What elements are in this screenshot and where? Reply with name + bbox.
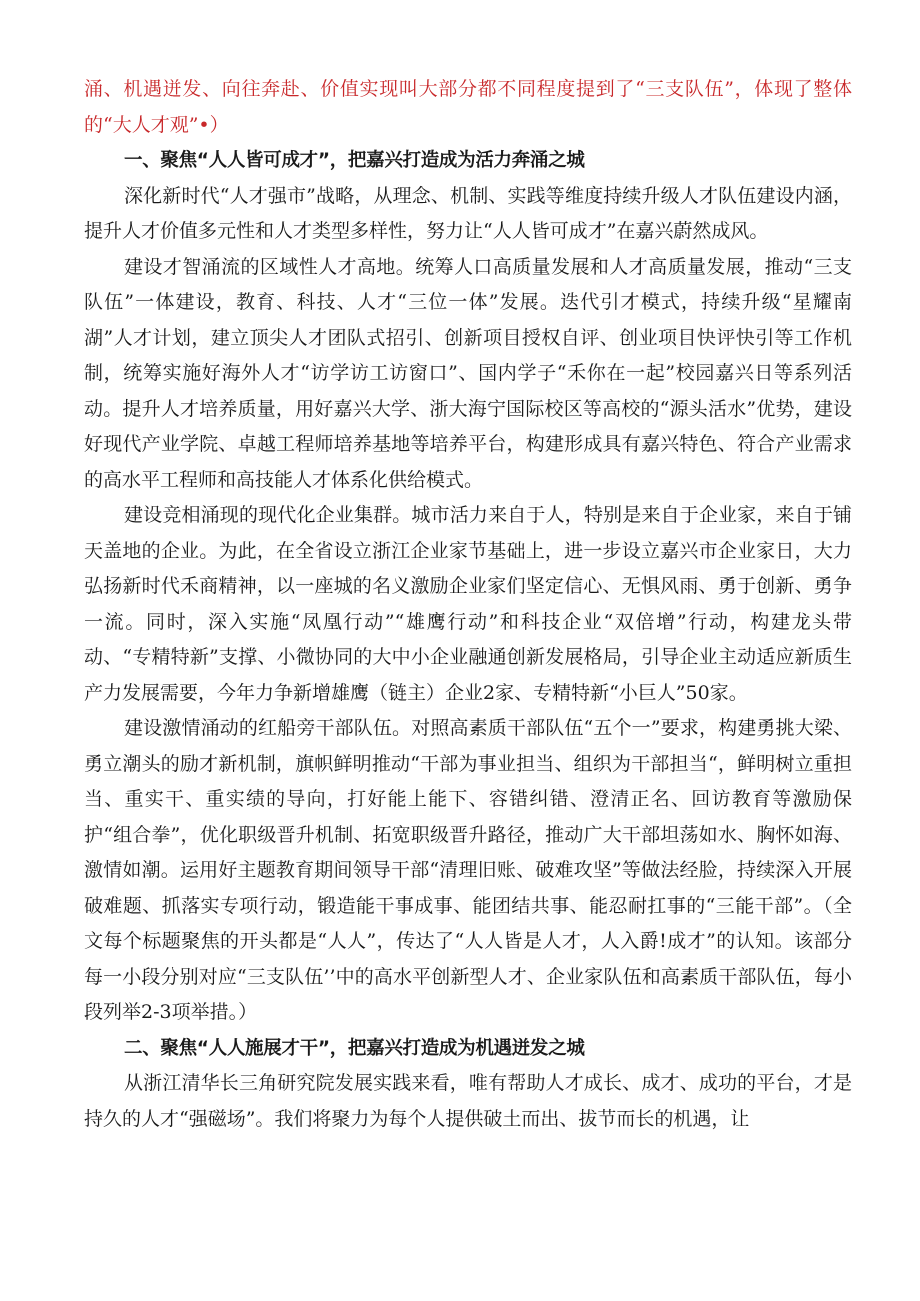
paragraph: 从浙江清华长三角研究院发展实践来看，唯有帮助人才成长、成才、成功的平台，才是持久的人才“强磁场”。我们将聚力为每个人提供破土而出、拔节而长的机遇，让: [84, 1072, 852, 1130]
paragraph: 建设才智涌流的区域性人才高地。统筹人口高质量发展和人才高质量发展，推动“三支队伍”一体建设，教育、科技、人才“三位一体”发展。迭代引才模式，持续升级“星耀南湖”人才计划，建立顶尖人才团队式招引、创新项目授权自评、创业项目快评快引等工作机制，统筹实施好海外人才“访学访工访窗口”、国内学子“禾你在一起”校园嘉兴日等系列活动。提升人才培养质量，用好嘉兴大学、浙大海宁国际校区等高校的“源头活水”优势，建设好现代产业学院、卓越工程师培养基地等培养平台，构建形成具有嘉兴特色、符合产业需求的高水平工程师和高技能人才体系化供给模式。: [84, 255, 852, 491]
document-page: [84, 72, 852, 1137]
intro-note: 涌、机遇迸发、向往奔赴、价值实现叫大部分都不同程度提到了“三支队伍”，体现了整体的“大人才观”•）: [84, 78, 852, 136]
section-heading-2: 二、聚焦“人人施展才干”，把嘉兴打造成为机遇迸发之城: [124, 1037, 585, 1059]
paragraph: 深化新时代“人才强市”战略，从理念、机制、实践等维度持续升级人才队伍建设内涵，提升人才价值多元性和人才类型多样性，努力让“人人皆可成才”在嘉兴蔚然成风。: [84, 184, 852, 242]
section-heading-1: 一、聚焦“人人皆可成才”，把嘉兴打造成为活力奔涌之城: [124, 150, 585, 171]
paragraph: 建设竞相涌现的现代化企业集群。城市活力来自于人，特别是来自于企业家，来自于铺天盖地的企业。为此，在全省设立浙江企业家节基础上，进一步设立嘉兴市企业家日，大力弘扬新时代禾商精神，以一座城的名义激励企业家们坚定信心、无惧风雨、勇于创新、勇争一流。同时，深入实施“凤凰行动”“雄鹰行动”和科技企业“双倍增”行动，构建龙头带动、“专精特新”支撑、小微协同的大中小企业融通创新发展格局，引导企业主动适应新质生产力发展需要，今年力争新增雄鹰（链主）企业2家、专精特新“小巨人”50家。: [84, 504, 852, 704]
paragraph: 建设激情涌动的红船旁干部队伍。对照高素质干部队伍“五个一”要求，构建勇挑大梁、勇立潮头的励才新机制，旗帜鲜明推动“干部为事业担当、组织为干部担当“，鲜明树立重担当、重实干、重实绩的导向，打好能上能下、容错纠错、澄清正名、回访教育等激励保护“组合拳”，优化职级晋升机制、拓宽职级晋升路径，推动广大干部坦荡如水、胸怀如海、激情如潮。运用好主题教育期间领导干部“清理旧账、破难攻坚”等做法经脸，持续深入开展破难题、抓落实专项行动，锻造能干事成事、能团结共事、能忍耐扛事的“三能干部”。（全文每个标题聚焦的开头都是“人人”，传达了“人人皆是人才，人入爵!成才”的认知。该部分每一小段分别对应“三支队伍’’中的高水平创新型人才、企业家队伍和高素质干部队伍，每小段列举2-3项举措。）: [84, 717, 852, 1023]
